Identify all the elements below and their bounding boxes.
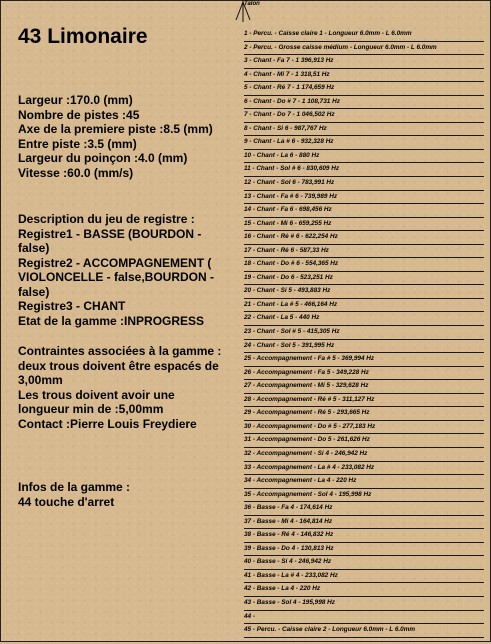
track-row [244, 299, 484, 313]
track-row [244, 597, 484, 611]
track-label: 32 - Accompagnement - Si 4 - 246,942 Hz [244, 449, 368, 457]
contact-line: Contact :Pierre Louis Freydiere [18, 416, 197, 431]
constraint-spacing: deux trous doivent être espacés de 3,00mm [18, 358, 219, 387]
track-label: 36 - Basse - Fa 4 - 174,614 Hz [244, 504, 333, 512]
track-label: 21 - Chant - La # 5 - 466,164 Hz [244, 300, 338, 308]
track-label: 38 - Basse - Ré 4 - 146,832 Hz [244, 531, 334, 539]
track-label: 10 - Chant - La 6 - 880 Hz [244, 151, 320, 159]
track-label: 3 - Chant - Fa 7 - 1 396,913 Hz [244, 57, 334, 65]
track-label: 27 - Accompagnement - Mi 5 - 329,628 Hz [244, 382, 369, 390]
track-label: 18 - Chant - Do # 6 - 554,365 Hz [244, 260, 339, 268]
track-label: 16 - Chant - Ré # 6 - 622,254 Hz [244, 233, 338, 241]
track-label: 15 - Chant - Mi 6 - 659,255 Hz [244, 219, 332, 227]
register-2: Registre2 - ACCOMPAGNEMENT ( VIOLONCELLE - false,BOURDON - false) [18, 255, 215, 299]
page-title: 43 Limonaire [18, 25, 148, 48]
track-row [244, 69, 484, 83]
constraints-block [18, 344, 228, 431]
registers-block [18, 212, 228, 328]
track-label: 41 - Basse - La # 4 - 233,082 Hz [244, 571, 338, 579]
track-list [244, 28, 484, 638]
track-label: 34 - Accompagnement - La 4 - 220 Hz [244, 477, 357, 485]
track-label: 11 - Chant - Sol # 6 - 830,609 Hz [244, 165, 340, 173]
track-row [244, 394, 484, 408]
track-row [244, 109, 484, 123]
track-label: 25 - Accompagnement - Fa # 5 - 369,994 Hz [244, 355, 375, 363]
first-track-axis-line: Axe de la premiere piste :8.5 (mm) [18, 122, 213, 136]
register-3: Registre3 - CHANT [18, 299, 126, 313]
track-row [244, 191, 484, 205]
track-label: 39 - Basse - Do 4 - 130,813 Hz [244, 544, 334, 552]
track-row [244, 326, 484, 340]
track-row [244, 258, 484, 272]
track-row [244, 285, 484, 299]
track-row [244, 231, 484, 245]
track-label: 13 - Chant - Fa # 6 - 739,989 Hz [244, 192, 338, 200]
track-row [244, 543, 484, 557]
track-count-line: Nombre de pistes :45 [18, 107, 140, 122]
track-row [244, 28, 484, 42]
scale-info-block [18, 480, 228, 509]
track-label: 7 - Chant - Do 7 - 1 046,502 Hz [244, 111, 335, 119]
track-label: 22 - Chant - La 5 - 440 Hz [244, 314, 320, 322]
dimensions-block [18, 93, 228, 180]
track-row [244, 502, 484, 516]
track-label: 26 - Accompagnement - Fa 5 - 349,228 Hz [244, 368, 369, 376]
track-row [244, 611, 484, 625]
track-label: 6 - Chant - Do # 7 - 1 108,731 Hz [244, 97, 340, 105]
speed-line: Vitesse :60.0 (mm/s) [18, 165, 134, 180]
track-row [244, 353, 484, 367]
track-label: 43 - Basse - Sol 4 - 195,998 Hz [244, 598, 335, 606]
punch-width-line: Largeur du poinçon :4.0 (mm) [18, 151, 188, 165]
track-label: 37 - Basse - Mi 4 - 164,814 Hz [244, 517, 333, 525]
track-label: 20 - Chant - Si 5 - 493,883 Hz [244, 287, 331, 295]
track-row [244, 583, 484, 597]
track-label: 5 - Chant - Ré 7 - 1 174,659 Hz [244, 84, 335, 92]
track-row [244, 42, 484, 56]
track-label: 17 - Chant - Ré 6 - 587,33 Hz [244, 246, 329, 254]
track-row [244, 340, 484, 354]
track-row [244, 380, 484, 394]
track-label: 8 - Chant - Si 6 - 987,767 Hz [244, 124, 327, 132]
reference-axis-label: Talon [244, 1, 260, 7]
width-line: Largeur :170.0 (mm) [18, 93, 133, 107]
track-label: 29 - Accompagnement - Ré 5 - 293,665 Hz [244, 409, 370, 417]
track-row [244, 272, 484, 286]
track-row [244, 570, 484, 584]
track-label: 23 - Chant - Sol # 5 - 415,305 Hz [244, 328, 340, 336]
track-label: 45 - Percu. - Caisse claire 2 - Longueur 6.0mm - L 6.0mm [244, 626, 416, 634]
track-label: 14 - Chant - Fa 6 - 698,456 Hz [244, 206, 332, 214]
track-label: 28 - Accompagnement - Ré # 5 - 311,127 Hz [244, 395, 375, 403]
track-label: 2 - Percu. - Grosse caisse médium - Longueur 6.0mm - L 6.0mm [244, 43, 437, 51]
track-row [244, 82, 484, 96]
track-label: 44 - [244, 612, 256, 620]
track-row [244, 55, 484, 69]
scale-info-heading: Infos de la gamme : [18, 480, 131, 494]
track-row [244, 150, 484, 164]
track-row [244, 516, 484, 530]
constraint-min-length: Les trous doivent avoir une longueur min de :5,00mm [18, 387, 175, 416]
registers-heading: Description du jeu de registre : [18, 212, 195, 226]
register-1: Registre1 - BASSE (BOURDON - false) [18, 226, 202, 255]
track-label: 33 - Accompagnement - La # 4 - 233,082 Hz [244, 463, 375, 471]
track-row [244, 367, 484, 381]
stop-key-count: 44 touche d'arret [18, 494, 115, 509]
scale-state: Etat de la gamme :INPROGRESS [18, 313, 205, 328]
track-label: 24 - Chant - Sol 5 - 391,995 Hz [244, 341, 335, 349]
track-row [244, 245, 484, 259]
track-row [244, 407, 484, 421]
track-row [244, 624, 484, 638]
track-label: 40 - Basse - Si 4 - 246,942 Hz [244, 558, 332, 566]
track-row [244, 421, 484, 435]
track-row [244, 218, 484, 232]
track-row [244, 556, 484, 570]
track-row [244, 489, 484, 503]
track-row [244, 448, 484, 462]
track-label: 12 - Chant - Sol 6 - 783,991 Hz [244, 179, 335, 187]
track-row [244, 177, 484, 191]
track-label: 31 - Accompagnement - Do 5 - 261,626 Hz [244, 436, 370, 444]
track-row [244, 462, 484, 476]
track-row [244, 163, 484, 177]
track-row [244, 529, 484, 543]
track-label: 30 - Accompagnement - Do # 5 - 277,183 Hz [244, 422, 376, 430]
track-label: 19 - Chant - Do 6 - 523,251 Hz [244, 273, 333, 281]
track-row [244, 434, 484, 448]
track-row [244, 475, 484, 489]
track-label: 35 - Accompagnement - Sol 4 - 195,998 Hz [244, 490, 372, 498]
constraints-heading: Contraintes associées à la gamme : [18, 344, 222, 358]
track-row [244, 136, 484, 150]
track-label: 4 - Chant - Mi 7 - 1 318,51 Hz [244, 70, 330, 78]
track-label: 1 - Percu. - Caisse claire 1 - Longueur 6.0mm - L 6.0mm [244, 30, 412, 37]
track-label: 42 - Basse - La 4 - 220 Hz [244, 585, 321, 593]
track-spacing-line: Entre piste :3.5 (mm) [18, 136, 137, 151]
track-label: 9 - Chant - La # 6 - 932,328 Hz [244, 138, 334, 146]
track-row [244, 123, 484, 137]
track-row [244, 204, 484, 218]
track-row [244, 96, 484, 110]
track-row [244, 312, 484, 326]
